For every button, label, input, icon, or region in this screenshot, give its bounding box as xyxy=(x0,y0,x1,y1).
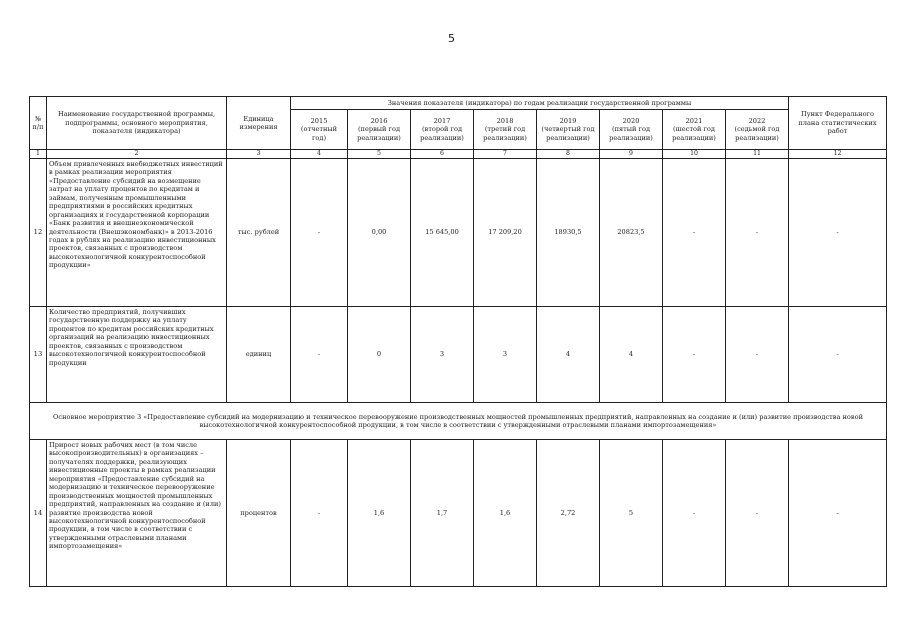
header-year: 2022 (седьмой год реализации) xyxy=(726,110,789,150)
value-cell: 17 209,20 xyxy=(474,159,537,307)
value-cell: - xyxy=(291,159,348,307)
value-cell: 0,00 xyxy=(348,159,411,307)
header-year: 2020 (пятый год реализации) xyxy=(600,110,663,150)
header-num: № п/п xyxy=(30,97,47,150)
value-cell: 1,6 xyxy=(348,440,411,587)
header-values-group: Значения показателя (индикатора) по годам реализации государственной программы xyxy=(291,97,789,110)
header-year: 2016 (первый год реализации) xyxy=(348,110,411,150)
row-number: 12 xyxy=(30,159,47,307)
page-number: 5 xyxy=(448,32,455,45)
indicator-name: Прирост новых рабочих мест (в том числе высокопроизводительных) в организациях – получателях поддержки, реализующих инвестиционные проекты в рамках реализации мероприятия «Предоставление субсидий на модернизацию и техническое перевооружение производственных мощностей промышленных предприятий, направленных на создание и (или) развитие производства новой высокотехнологичной конкурентоспособной продукции, в том числе в соответствии с утвержденными отраслевыми планами импортозамещения» xyxy=(47,440,227,587)
value-cell: - xyxy=(291,440,348,587)
column-number: 4 xyxy=(291,150,348,159)
value-cell: 0 xyxy=(348,307,411,403)
value-cell: 15 645,00 xyxy=(411,159,474,307)
table-row xyxy=(30,440,887,587)
indicator-name: Количество предприятий, получивших государственную поддержку на уплату процентов по кредитам российских кредитных организаций на реализацию инвестиционных проектов, связанных с производством высокотехнологичной конкурентоспособной продукции xyxy=(47,307,227,403)
table-row xyxy=(30,307,887,403)
header-row-1 xyxy=(30,97,887,110)
header-year: 2019 (четвертый год реализации) xyxy=(537,110,600,150)
column-number: 7 xyxy=(474,150,537,159)
value-cell: 3 xyxy=(411,307,474,403)
value-cell: 3 xyxy=(474,307,537,403)
indicator-unit: единиц xyxy=(227,307,291,403)
column-number: 1 xyxy=(30,150,47,159)
column-number: 12 xyxy=(789,150,887,159)
value-cell: - xyxy=(726,440,789,587)
value-cell: - xyxy=(726,159,789,307)
value-cell: 4 xyxy=(537,307,600,403)
value-cell: 20823,5 xyxy=(600,159,663,307)
column-number: 2 xyxy=(47,150,227,159)
header-unit: Единица измерения xyxy=(227,97,291,150)
column-number: 9 xyxy=(600,150,663,159)
value-cell: 4 xyxy=(600,307,663,403)
stat-plan-item: - xyxy=(789,159,887,307)
indicator-name: Объем привлеченных внебюджетных инвестиций в рамках реализации мероприятия «Предоставление субсидий на возмещение затрат на уплату процентов по кредитам и займам, полученным промышленными предприятиями в российских кредитных организациях и государственной корпорации «Банк развития и внешнеэкономической деятельности (Внешэкономбанк)» в 2013-2016 годах в рублях на реализацию инвестиционных проектов, связанных с производством высокотехнологичной конкурентоспособной продукции» xyxy=(47,159,227,307)
column-number: 5 xyxy=(348,150,411,159)
column-number: 10 xyxy=(663,150,726,159)
indicators-table xyxy=(29,96,887,587)
indicator-unit: тыс. рублей xyxy=(227,159,291,307)
value-cell: - xyxy=(663,159,726,307)
row-number: 13 xyxy=(30,307,47,403)
value-cell: 1,6 xyxy=(474,440,537,587)
value-cell: - xyxy=(291,307,348,403)
header-stat-plan-item: Пункт Федерального плана статистических работ xyxy=(789,97,887,150)
column-number: 8 xyxy=(537,150,600,159)
header-year: 2021 (шестой год реализации) xyxy=(663,110,726,150)
value-cell: - xyxy=(726,307,789,403)
value-cell: 5 xyxy=(600,440,663,587)
column-number: 3 xyxy=(227,150,291,159)
value-cell: - xyxy=(663,307,726,403)
stat-plan-item: - xyxy=(789,307,887,403)
table-row xyxy=(30,159,887,307)
value-cell: 18930,5 xyxy=(537,159,600,307)
section-heading: Основное мероприятие 3 «Предоставление субсидий на модернизацию и техническое перевооружение производственных мощностей промышленных предприятий, направленных на создание и (или) развитие производства новой высокотехнологичной конкурентоспособной продукции, в том числе в соответствии с утвержденными отраслевыми планами импортозамещения» xyxy=(30,403,887,440)
value-cell: 2,72 xyxy=(537,440,600,587)
value-cell: - xyxy=(663,440,726,587)
header-year: 2018 (третий год реализации) xyxy=(474,110,537,150)
header-year: 2017 (второй год реализации) xyxy=(411,110,474,150)
column-number-row xyxy=(30,150,887,159)
section-row xyxy=(30,403,887,440)
row-number: 14 xyxy=(30,440,47,587)
header-name: Наименование государственной программы, подпрограммы, основного мероприятия, показателя (индикатора) xyxy=(47,97,227,150)
header-year: 2015 (отчетный год) xyxy=(291,110,348,150)
indicator-unit: процентов xyxy=(227,440,291,587)
column-number: 6 xyxy=(411,150,474,159)
column-number: 11 xyxy=(726,150,789,159)
value-cell: 1,7 xyxy=(411,440,474,587)
stat-plan-item: - xyxy=(789,440,887,587)
